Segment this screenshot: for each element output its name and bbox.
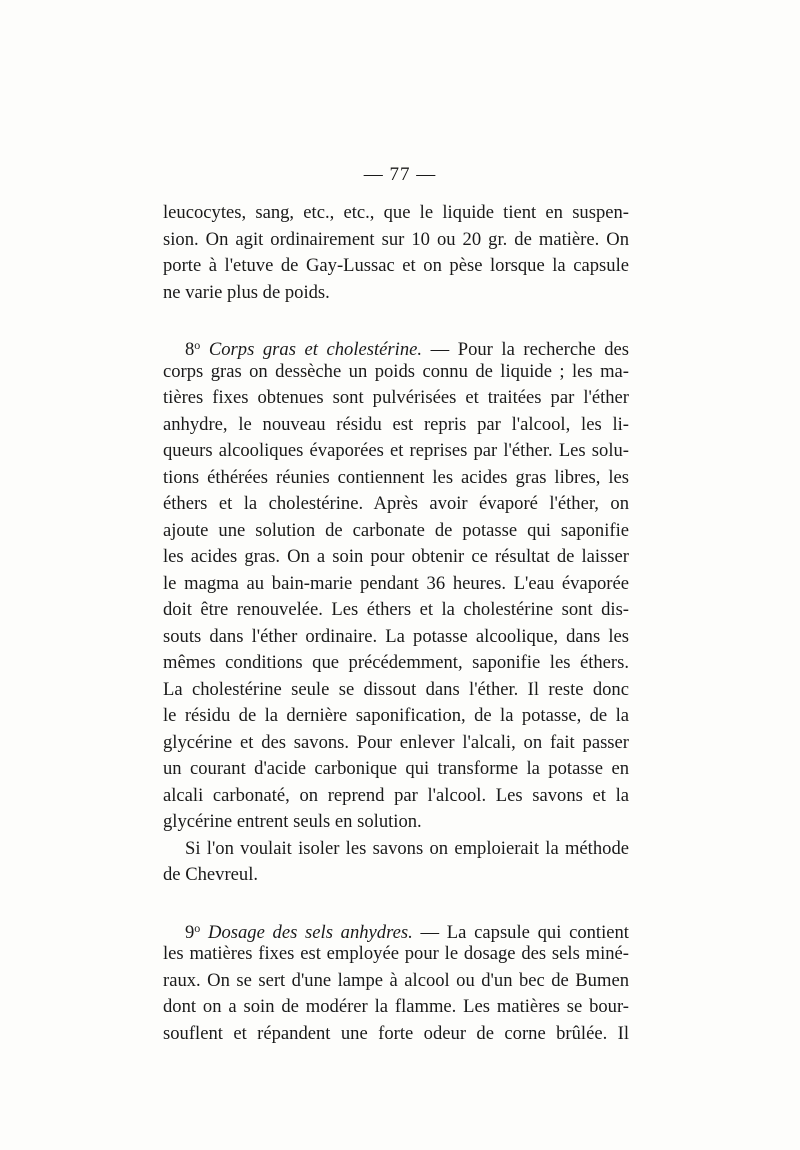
text-line: porte à l'etuve de Gay-Lussac et on pèse lorsque la capsule	[163, 255, 629, 276]
text-line: queurs alcooliques évaporées et reprises par l'éther. Les solu-	[163, 440, 629, 461]
section-first-line-rest: — La capsule qui contient	[420, 921, 629, 943]
text-line: glycérine entrent seuls en solution.	[163, 811, 422, 832]
text-line: un courant d'acide carbonique qui transforme la potasse en	[163, 758, 629, 779]
text-line: alcali carbonaté, on reprend par l'alcool. Les savons et la	[163, 784, 629, 806]
text-line: les matières fixes est employée pour le dosage des sels miné-	[163, 943, 629, 964]
text-line: La cholestérine seule se dissout dans l'éther. Il reste donc	[163, 678, 629, 700]
text-line: sion. On agit ordinairement sur 10 ou 20 gr. de matière. On	[163, 228, 629, 250]
text-line: tières fixes obtenues sont pulvérisées et traitées par l'éther	[163, 387, 629, 408]
section-number: 8	[185, 339, 195, 360]
text-line: les acides gras. On a soin pour obtenir ce résultat de laisser	[163, 546, 629, 567]
text-line: Si l'on voulait isoler les savons on emploierait la méthode	[185, 837, 629, 859]
text-line: souts dans l'éther ordinaire. La potasse alcoolique, dans les	[163, 625, 629, 647]
text-line: ajoute une solution de carbonate de potasse qui saponifie	[163, 519, 629, 541]
text-line: mêmes conditions que précédemment, saponifie les éthers.	[163, 652, 629, 673]
section-degree: o	[194, 338, 201, 352]
text-body	[163, 200, 629, 1047]
section-heading-line	[163, 332, 629, 359]
page-number: — 77 —	[363, 164, 437, 185]
paragraph-gap	[163, 306, 629, 332]
section-degree: o	[194, 920, 201, 935]
text-line: de Chevreul.	[163, 864, 259, 885]
text-line: ne varie plus de poids.	[163, 281, 330, 303]
paragraph-continuation	[163, 200, 629, 306]
section-first-line-rest: — Pour la recherche des	[430, 339, 629, 360]
text-line: leucocytes, sang, etc., etc., que le liquide tient en suspen-	[163, 202, 629, 223]
text-line: doit être renouvelée. Les éthers et la cholestérine sont dis-	[163, 599, 629, 620]
text-line: glycérine et des savons. Pour enlever l'alcali, on fait passer	[163, 731, 629, 753]
text-line: corps gras on dessèche un poids connu de liquide ; les ma-	[163, 360, 629, 382]
text-line: anhydre, le nouveau résidu est repris par l'alcool, les li-	[163, 413, 629, 435]
section-8-fats-cholesterol	[163, 332, 629, 889]
text-line: raux. On se sert d'une lampe à alcool ou d'un bec de Bumen	[163, 969, 629, 991]
text-line: éthers et la cholestérine. Après avoir évaporé l'éther, on	[163, 493, 629, 514]
text-line: dont on a soin de modérer la flamme. Les matières se bour-	[163, 996, 629, 1017]
text-line: le résidu de la dernière saponification, de la potasse, de la	[163, 705, 629, 726]
section-number: 9	[185, 921, 195, 943]
text-line: souflent et répandent une forte odeur de corne brûlée. Il	[163, 1022, 629, 1044]
section-heading-line	[163, 915, 629, 942]
section-title: Corps gras et cholestérine.	[208, 339, 423, 360]
text-line: le magma au bain-marie pendant 36 heures. L'eau évaporée	[163, 572, 629, 594]
section-title: Dosage des sels anhydres.	[208, 921, 413, 943]
section-9-anhydrous-salts	[163, 915, 629, 1048]
paragraph-gap	[163, 889, 629, 915]
text-line: tions éthérées réunies contiennent les acides gras libres, les	[163, 466, 629, 488]
